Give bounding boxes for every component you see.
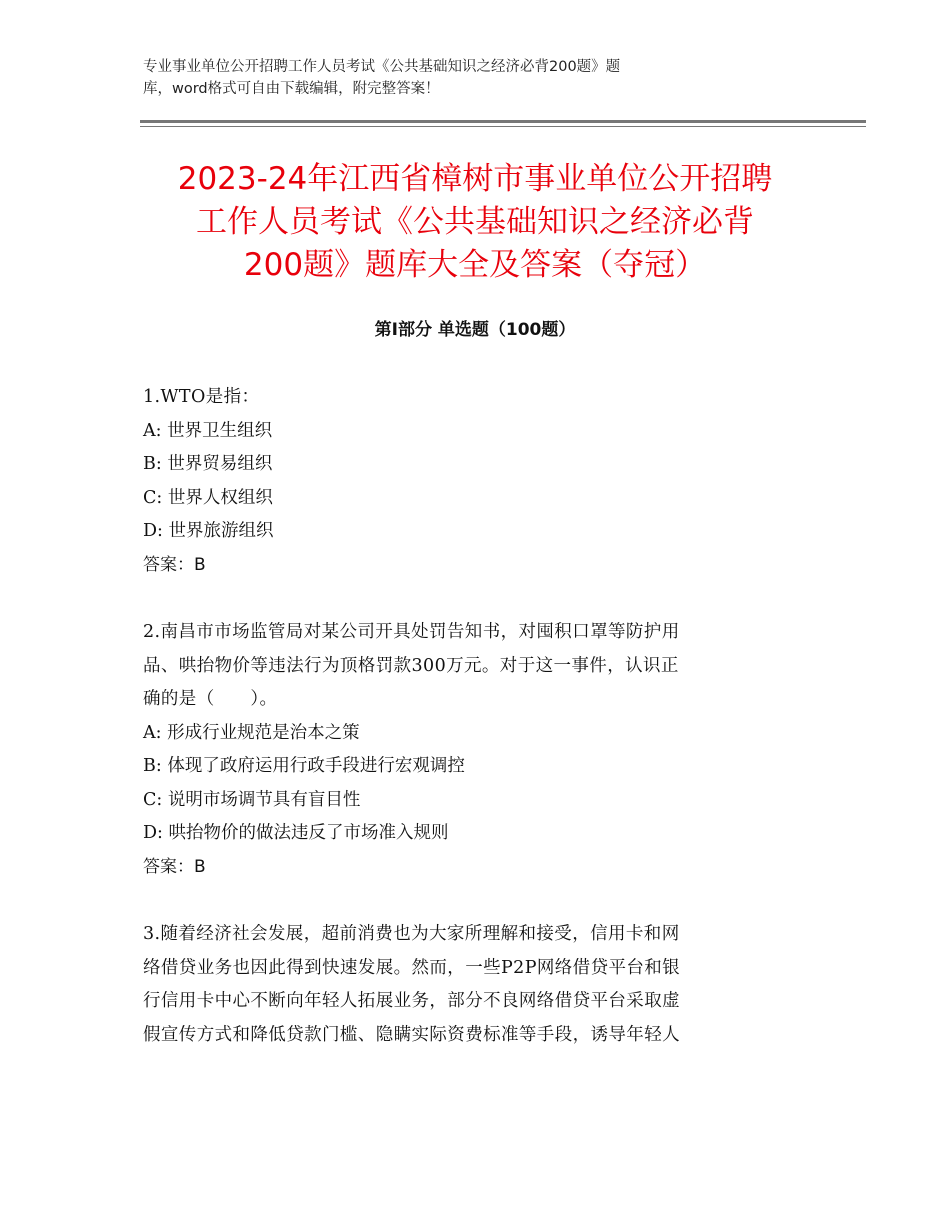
- question-stem: 2.南昌市市场监管局对某公司开具处罚告知书，对囤积口罩等防护用: [143, 622, 680, 642]
- header-note-line: 库，word格式可自由下载编辑，附完整答案！: [143, 81, 440, 97]
- option-c: C: 世界人权组织: [143, 487, 273, 508]
- answer-label: 答案：B: [143, 554, 206, 575]
- question-stem: 络借贷业务也因此得到快速发展。然而，一些P2P网络借贷平台和银: [143, 957, 681, 978]
- option-a: A: 形成行业规范是治本之策: [143, 722, 360, 743]
- option-a: A: 世界卫生组织: [143, 420, 273, 441]
- question-stem: 1.WTO是指：: [143, 387, 260, 407]
- section-heading: 第I部分 单选题（100题）: [374, 320, 576, 340]
- option-c: C: 说明市场调节具有盲目性: [143, 789, 361, 810]
- question-stem: 3.随着经济社会发展，超前消费也为大家所理解和接受，信用卡和网: [143, 924, 680, 944]
- header-note: [143, 56, 783, 100]
- question-stem: 行信用卡中心不断向年轻人拓展业务，部分不良网络借贷平台采取虚: [143, 991, 680, 1011]
- answer-label: 答案：B: [143, 856, 206, 877]
- question-stem: 品、哄抬物价等违法行为顶格罚款300万元。对于这一事件，认识正: [143, 655, 679, 676]
- title-line: 2023-24年江西省樟树市事业单位公开招聘: [177, 161, 773, 197]
- question-list: [143, 381, 808, 1086]
- option-b: B: 世界贸易组织: [143, 454, 273, 474]
- question-item: [143, 616, 808, 884]
- question-stem: 确的是（ ）。: [143, 689, 278, 709]
- document-title: [120, 158, 830, 287]
- title-line: 200题》题库大全及答案（夺冠）: [243, 247, 707, 283]
- header-note-line: 专业事业单位公开招聘工作人员考试《公共基础知识之经济必背200题》题: [143, 59, 621, 75]
- header-rule-thin: [140, 126, 866, 127]
- option-d: D: 哄抬物价的做法违反了市场准入规则: [143, 823, 449, 843]
- title-line: 工作人员考试《公共基础知识之经济必背: [196, 204, 754, 240]
- option-d: D: 世界旅游组织: [143, 521, 274, 541]
- question-stem: 假宣传方式和降低贷款门槛、隐瞒实际资费标准等手段，诱导年轻人: [143, 1024, 680, 1045]
- question-item: [143, 918, 808, 1052]
- question-item: [143, 381, 808, 582]
- header-rule-thick: [140, 120, 866, 123]
- option-b: B: 体现了政府运用行政手段进行宏观调控: [143, 756, 465, 776]
